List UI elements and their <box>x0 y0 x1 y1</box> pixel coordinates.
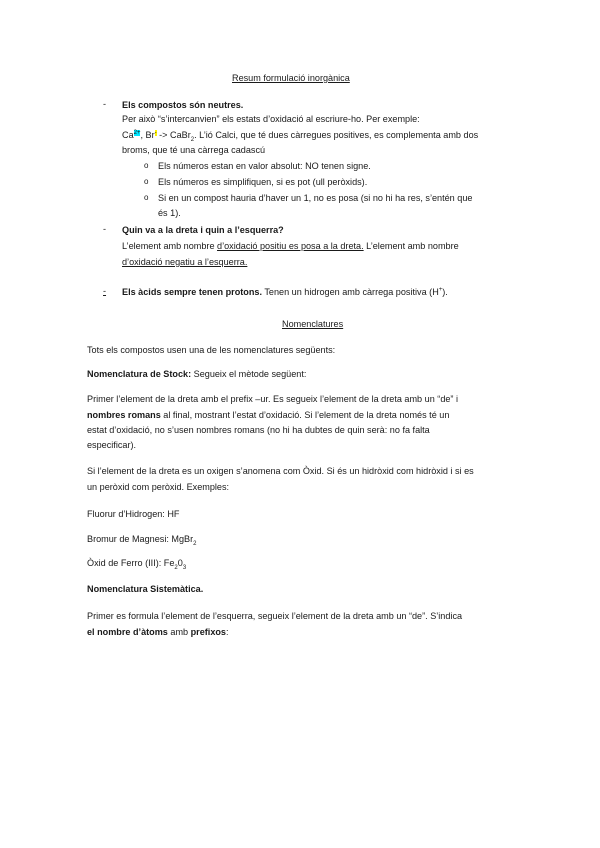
sub-item-cont: és 1). <box>158 208 181 218</box>
document-title: Resum formulació inorgànica <box>232 73 350 83</box>
sub-item: Si en un compost hauria d’haver un 1, no es posa (si no hi ha res, s’entén que <box>158 193 473 203</box>
bold-text: prefixos <box>190 627 226 637</box>
bullet-heading-neutral: Els compostos són neutres. <box>122 100 244 110</box>
sub-bullet: o <box>144 161 149 170</box>
formula-ca: Ca <box>122 130 134 140</box>
text-part: amb <box>167 627 191 637</box>
text-part: ). <box>442 287 448 297</box>
paragraph-line: estat d’oxidació, no s’usen nombres romans (no hi ha dubtes de quin serà: no fa falta <box>87 425 430 435</box>
bold-text: nombres romans <box>87 410 161 420</box>
comma: , <box>140 130 146 140</box>
formula-arrow-cabr: -> CaBr <box>156 130 191 140</box>
text-line <box>122 240 459 252</box>
example: Fluorur d’Hidrogen: HF <box>87 509 180 519</box>
bullet-dash: - <box>103 286 107 296</box>
bold-text: el nombre d’àtoms <box>87 627 168 637</box>
text-part: 0 <box>177 558 183 568</box>
text-part: L’element amb nombre <box>122 241 218 251</box>
formula-example-line <box>122 129 478 141</box>
paragraph-line: Primer l’element de la dreta amb el prefix –ur. Es segueix l’element de la dreta amb un “de” i <box>87 394 459 404</box>
subscript: 3 <box>182 564 187 571</box>
sub-item: Els números estan en valor absolut: NO tenen signe. <box>158 161 371 171</box>
stock-heading-line <box>87 368 306 380</box>
paragraph-line: un peròxid com peròxid. Exemples: <box>87 482 230 492</box>
section-title: Nomenclatures <box>282 319 344 329</box>
underlined-text: d’oxidació positiu es posa a la dreta. <box>217 241 364 251</box>
bullet-dash: - <box>103 224 107 234</box>
subsection-title: Nomenclatura de Stock: <box>87 369 192 379</box>
subscript: 2 <box>190 136 195 143</box>
sub-bullet: o <box>144 177 149 186</box>
sub-bullet: o <box>144 193 149 202</box>
example <box>87 533 196 545</box>
paragraph-line: Si l’element de la dreta es un oxigen s’anomena com Òxid. Si és un hidròxid com hidròxid i si es <box>87 466 474 476</box>
bullet-heading-acids: Els àcids sempre tenen protons. <box>122 287 262 297</box>
sub-item: Els números es simplifiquen, si es pot (ull peròxids). <box>158 177 368 187</box>
text-part: Òxid de Ferro (III): Fe <box>87 558 175 568</box>
subscript: 2 <box>193 540 197 547</box>
bullet-dash: - <box>103 99 107 109</box>
text-line: broms, que té una càrrega cadascú <box>122 145 266 155</box>
text-part: al final, mostrant l’estat d’oxidació. Si l’element de la dreta només té un <box>160 410 450 420</box>
superscript: + <box>438 286 443 293</box>
paragraph-line: especificar). <box>87 440 137 450</box>
charge-ca: 2+ <box>133 129 141 136</box>
text-line: Per això “s’intercanvien” els estats d’oxidació al escriure-ho. Per exemple: <box>122 114 420 124</box>
text-line <box>122 286 448 298</box>
charge-br: - <box>154 129 157 136</box>
text-part: Segueix el mètode següent: <box>191 369 307 379</box>
text-part: : <box>226 627 229 637</box>
text-part: Bromur de Magnesi: MgBr <box>87 534 194 544</box>
paragraph: Tots els compostos usen una de les nomenclatures següents: <box>87 345 336 355</box>
underlined-text: d’oxidació negatiu a l’esquerra. <box>122 257 248 267</box>
text-rest: . L’ió Calci, que té dues càrregues positives, es complementa amb dos <box>194 130 479 140</box>
paragraph-line: Primer es formula l’element de l’esquerra, segueix l’element de la dreta amb un “de”. S’indica <box>87 611 463 621</box>
paragraph-line <box>87 626 229 638</box>
paragraph-line <box>87 409 449 421</box>
subscript: 2 <box>174 564 178 571</box>
example <box>87 557 186 569</box>
text-part: Tenen un hidrogen amb càrrega positiva (H <box>262 287 439 297</box>
subsection-title: Nomenclatura Sistemàtica. <box>87 584 204 594</box>
bullet-heading-order: Quin va a la dreta i quin a l’esquerra? <box>122 225 284 235</box>
text-part: L’element amb nombre <box>363 241 459 251</box>
formula-br: Br <box>145 130 155 140</box>
